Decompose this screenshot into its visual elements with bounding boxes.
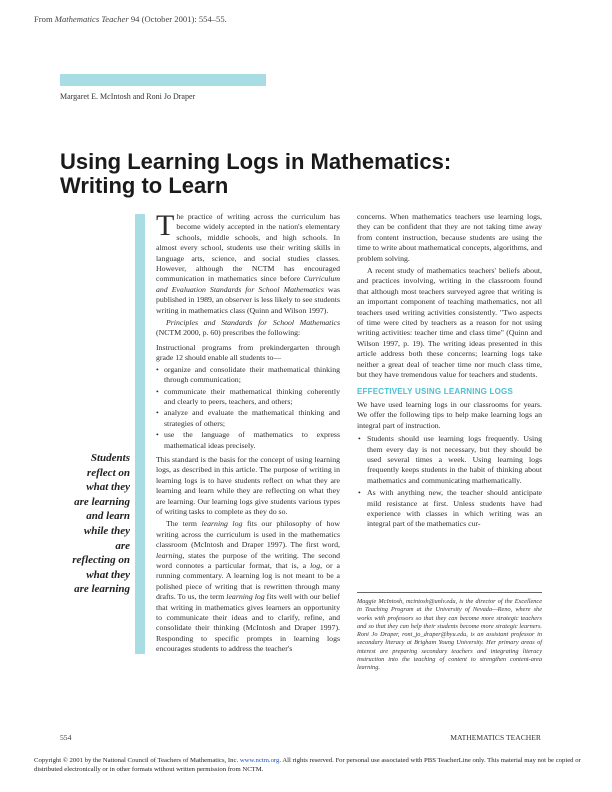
paragraph-standard-basis: This standard is the basis for the concept of using learning logs, as described in this article. The purpose of writing in learning logs is to have students reflect on what they are learning and learn while they are reflecting on what they are learning. Our learning logs give students various types of writing tasks to complete as they do so.	[156, 454, 340, 516]
paragraph-principles: Principles and Standards for School Mathematics (NCTM 2000, p. 60) prescribes the following:	[156, 318, 340, 338]
list-item: • organize and consolidate their mathematical thinking through communication;	[156, 365, 340, 386]
title-line-1: Using Learning Logs in Mathematics:	[60, 149, 452, 174]
section-heading: EFFECTIVELY USING LEARNING LOGS	[357, 386, 513, 396]
source-suffix: 94 (October 2001): 554–55.	[128, 14, 227, 24]
nctm-link[interactable]: www.nctm.org	[239, 757, 280, 764]
list-item: • As with anything new, the teacher should anticipate mild resistance at first. Unless students have had experience with classes in which writing was an integral part of the mathematics cur-	[357, 488, 542, 530]
tips-list	[357, 434, 542, 530]
paragraph-study: A recent study of mathematics teachers' beliefs about, and practices involving, writing in the classroom found that although most teachers surveyed agree that writing is an important component of teaching mathematics, not all teachers used writing activities consistently. "Two aspects of time were cited by teachers as a reason for not using writing activities: teacher time and class time" (Quinn and Wilson 1997, p. 19). The writing ideas presented in this article address both these concerns; learning logs take neither a great deal of teacher time nor much class time, but they have tremendous value for teachers and students.	[357, 266, 542, 380]
author-bio: Maggie McIntosh, mcintosh@unlv.edu, is the director of the Excellence in Teaching Program at the University of Nevada—Reno, where she works with professors so that they can become more strategic teachers and so that they can help their students become more strategic learners. Roni Jo Draper, roni_jo_draper@byu.edu, is an assistant professor in secondary literacy at Brigham Young University. Her primary areas of interest are preparing secondary teachers and integrating literacy instruction into the teaching of content to strengthen content-area learning.	[357, 598, 542, 672]
paragraph-term: The term learning log fits our philosophy of how writing across the curriculum is used in the mathematics classroom (McIntosh and Draper 1997). The first word, learning, states the purpose of the writing. The second word connotes a particular format, that is, a log, or a running commentary. A learning log is not meant to be a polished piece of writing that is rewritten through many drafts. To us, the term learning log fits well with our belief that writing in mathematics gives learners an opportunity to communicate their ideas and to clarify, refine, and consolidate their thinking (McIntosh and Draper 1997). Responding to specific prompts in learning logs encourages students to address the teacher's	[156, 519, 341, 654]
copyright-notice: Copyright © 2001 by the National Council of Teachers of Mathematics, Inc. www.nctm.org. All rights reserved. For personal use associated with PBS TeacherLine only. This material may not be copied or distributed electronically or in other formats without written permission from NCTM.	[34, 757, 581, 773]
page-number: 554	[60, 733, 72, 742]
source-citation	[34, 14, 227, 24]
article-authors: Margaret E. McIntosh and Roni Jo Draper	[60, 92, 196, 101]
paragraph-concerns: concerns. When mathematics teachers use learning logs, they can be confident that they are not taking time away from content instruction, because students are using the time to write about mathematical concepts, algorithms, and problem solving.	[357, 212, 542, 263]
bio-divider	[357, 592, 542, 593]
paragraph-intro: The practice of writing across the curriculum has become widely accepted in the nation's elementary schools, middle schools, and high schools. In almost every school, students use their writing skills in language arts, science, and social studies classes. However, although the NCTM has encouraged communication in mathematics since before Curriculum and Evaluation Standards for School Mathematics was published in 1989, an observer is less likely to see students writing in mathematics class (Quinn and Wilson 1997).	[156, 209, 341, 315]
article-title	[60, 150, 530, 198]
pull-quote: Students reflect on what they are learning and learn while they are reflecting on what they are learning	[72, 452, 130, 596]
list-item: • communicate their mathematical thinking coherently and clearly to peers, teachers, and others;	[156, 387, 340, 408]
column-2	[357, 212, 542, 532]
list-item: • analyze and evaluate the mathematical thinking and strategies of others;	[156, 408, 340, 429]
accent-side-bar	[135, 214, 145, 654]
accent-bar	[60, 74, 266, 86]
quote-list	[156, 365, 340, 451]
source-prefix: From	[34, 14, 55, 24]
list-item: • use the language of mathematics to express mathematical ideas precisely.	[156, 430, 340, 451]
title-line-2: Writing to Learn	[60, 173, 229, 198]
list-item: • Students should use learning logs frequently. Using them every day is not necessary, but they should be used several times a week. Using learning logs frequently keeps students in the habit of thinking about mathematics and communicating mathematically.	[357, 434, 542, 486]
drop-cap: T	[156, 209, 175, 242]
running-footer-journal: MATHEMATICS TEACHER	[450, 733, 541, 742]
quote-intro: Instructional programs from prekindergarten through grade 12 should enable all students to—	[156, 342, 340, 363]
paragraph-tips-intro: We have used learning logs in our classrooms for years. We offer the following tips to help make learning logs an integral part of instruction.	[357, 399, 542, 430]
standards-quote	[156, 343, 340, 451]
source-journal: Mathematics Teacher	[54, 14, 129, 24]
column-1	[156, 209, 341, 657]
